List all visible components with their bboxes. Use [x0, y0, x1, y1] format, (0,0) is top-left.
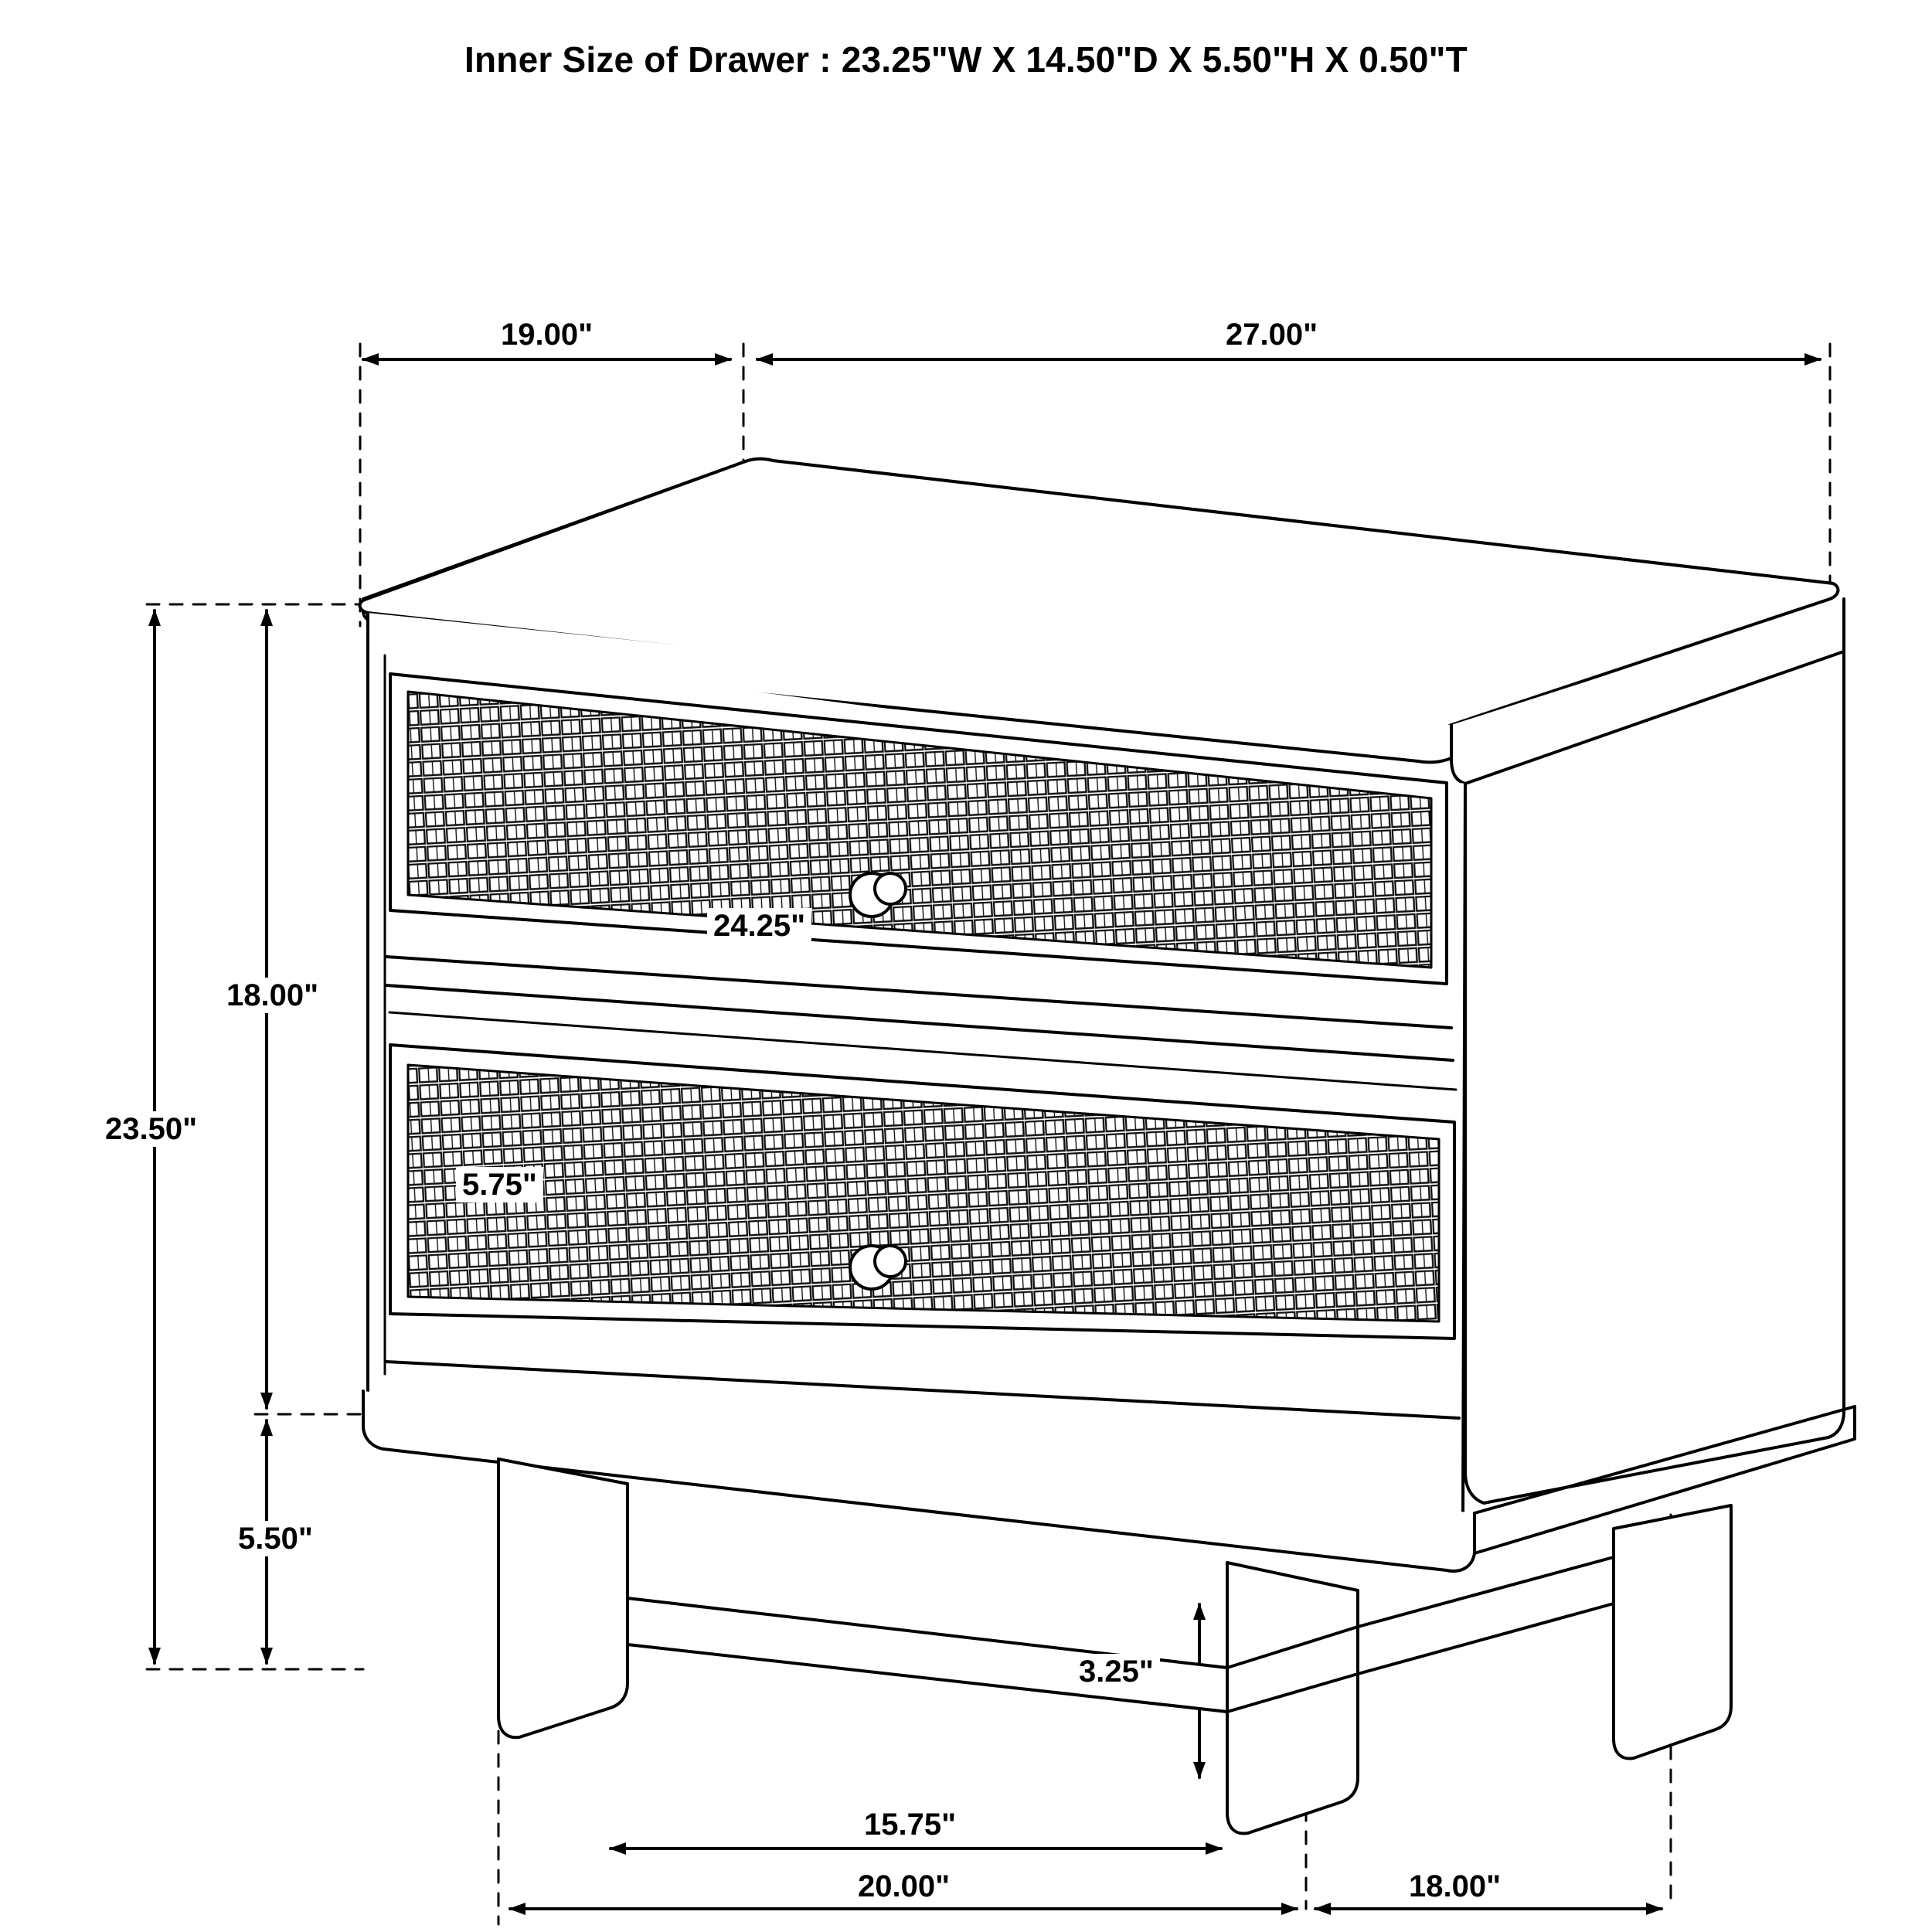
dimension-label-top-left-width: 19.00" — [495, 317, 599, 352]
dimension-label-base-front-width: 20.00" — [852, 1869, 956, 1904]
dimension-label-top-right-width: 27.00" — [1219, 317, 1324, 352]
page-title: Inner Size of Drawer : 23.25"W X 14.50"D X 5.50"H X 0.50"T — [464, 39, 1468, 80]
dimension-label-leg-height: 5.50" — [232, 1521, 319, 1556]
dimension-label-base-side-width: 18.00" — [1403, 1869, 1507, 1904]
dimension-label-inner-leg-span: 15.75" — [858, 1807, 962, 1842]
dimension-label-case-height: 18.00" — [220, 978, 325, 1013]
dimension-label-overall-height: 23.50" — [99, 1111, 203, 1147]
dimension-label-drawer-width: 24.25" — [707, 908, 811, 944]
dimension-label-stretcher-height: 3.25" — [1073, 1654, 1160, 1689]
dimension-label-drawer-height: 5.75" — [456, 1167, 543, 1202]
